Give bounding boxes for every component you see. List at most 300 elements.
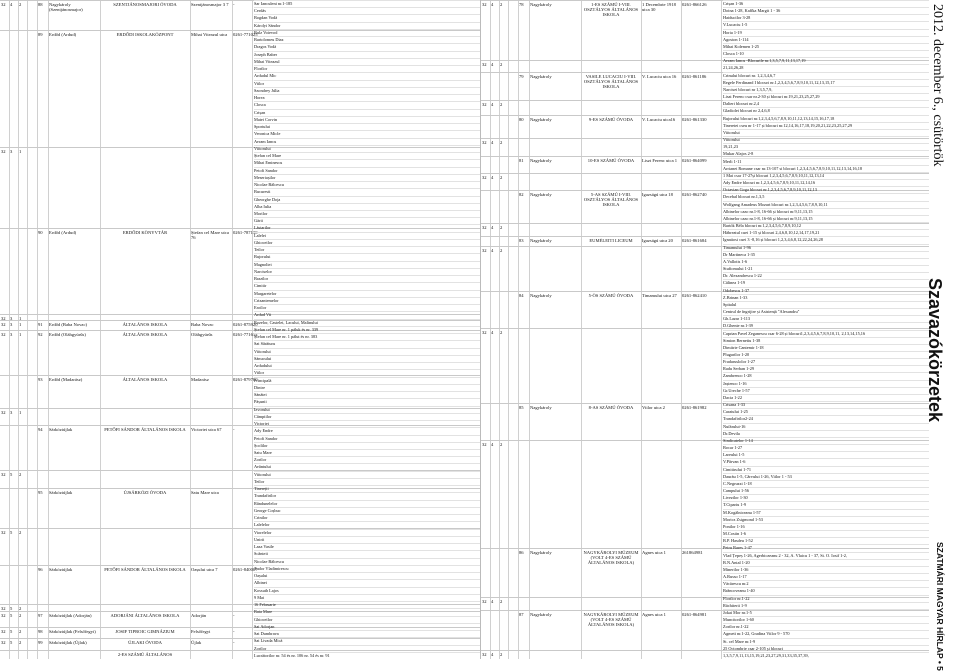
institution: ÁLTALÁNOS ISKOLA — [122, 377, 168, 382]
institution: 2-ES SZÁMÚ ÁLTALÁNOS — [117, 652, 173, 657]
sub-code: 2 — [19, 530, 22, 535]
address: Felsőfegyi — [191, 629, 211, 634]
section-number: 84 — [519, 293, 524, 298]
address: Oașului utca 7 — [191, 567, 218, 572]
street-entry: Crinilor — [254, 514, 480, 522]
locality: Erdőd (Baba Novac) — [49, 322, 88, 327]
locality: Nagykároly — [530, 158, 552, 163]
street-entry: 25 Octombrie csar 2-105 și blocuri — [723, 645, 929, 653]
phone: 0261-840007 — [233, 567, 258, 572]
institution: EUMĖLEITI LICEUM — [589, 238, 633, 243]
county-code: 5 — [10, 629, 13, 634]
street-entry: Viitorului — [723, 136, 929, 144]
street-entry: Sar Ianculeni nr.1-185 — [254, 0, 480, 8]
street-entry: Trandafirilor — [254, 492, 480, 500]
phone: - — [233, 427, 235, 432]
sub-code: 2 — [500, 140, 503, 145]
street-entry: Bucuresti — [254, 188, 480, 196]
street-entry: Bartók Béla blocuri nr.1,2,3,4,5,6,7,8,9,10,12 — [723, 222, 929, 230]
street-entry: Eroilor — [254, 304, 480, 312]
street-entry: Caprian Pavel Zeganescu csar 6-28 și blocuri1,2,3,4,5,6,7,8,9,10,11, 2,13,14,15,16 — [723, 330, 929, 338]
street-entry: Crișan 1-36 — [723, 0, 929, 8]
institution: JOSIF TIPROIC GIMNÁZIUM — [115, 629, 175, 634]
address: Satu Mare utca — [191, 490, 219, 495]
district-code: 32 — [482, 140, 487, 145]
section-number: 87 — [519, 612, 524, 617]
street-entry: Dintre — [254, 384, 480, 392]
street-entry: Agoston 1-114 — [723, 36, 929, 44]
street-entry: Z.Brinan 1-33 — [723, 294, 929, 302]
street-entry: Bujorului blocuri nr.1,2,3,4,5,6,7,8,9,10,11,12,13,14,15,16,17,18 — [723, 115, 929, 123]
street-entry: Zorilor nr.1-22 — [723, 623, 929, 631]
street-entry: Petofi Sandor — [254, 167, 480, 175]
street-entry: Agmeti nr.1-22, Gradina Viilor 9 - 570 — [723, 630, 929, 638]
district-code: 32 — [1, 640, 6, 645]
street-entry: Albinelor cazo nr.1-8, 16-66 și blocuri nr.9,11,13,15 — [723, 208, 929, 216]
street-entry: Stufiomului 1-21 — [723, 265, 929, 273]
phone: - — [233, 613, 235, 618]
sub-code: 1 — [19, 332, 22, 337]
street-entry: George Coșbuc — [254, 507, 480, 515]
address: Oláhgyürűs — [191, 332, 213, 337]
street-entry: Merli 1-11 — [723, 158, 929, 166]
sub-code: 1 — [19, 149, 22, 154]
address: Ștefan cel Mare utca 76 — [191, 230, 229, 240]
street-entry: Kossuth Lajos — [254, 587, 480, 595]
street-entry: Principală — [254, 377, 480, 385]
phone: 0261-866126 — [682, 2, 707, 7]
street-entry: Viitorului — [723, 129, 929, 137]
address: Liszt Ferenc utca 1 — [642, 158, 678, 163]
street-entry: Mihai Viteazul — [254, 58, 480, 66]
street-entry: Lăstarilor — [254, 224, 480, 232]
street-entry: Viitorului — [254, 471, 480, 479]
street-entry: Bujorului — [254, 253, 480, 261]
district-code: 32 — [482, 62, 487, 67]
institution: ÚJLAKI ÓVODA — [128, 640, 162, 645]
street-entry: Răchiterii 1-9 — [723, 602, 929, 610]
street-entry: Alba Iulia — [254, 203, 480, 211]
street-entry: Sat Dumbrava — [254, 630, 480, 638]
sub-code: 2 — [19, 2, 22, 7]
section-number: 80 — [519, 117, 524, 122]
address: V. Lucaciu utca 16 — [642, 74, 677, 79]
section-number: 89 — [38, 32, 43, 37]
section-number: 83 — [519, 238, 524, 243]
street-entry: Gh.Lazar 1-113 — [723, 315, 929, 323]
street-entry: Viilor — [254, 369, 480, 377]
county-code: 4 — [491, 62, 494, 67]
street-entry: Ponilor 1-16 — [723, 523, 929, 531]
street-entry: Câmpiilor — [254, 413, 480, 421]
section-number: 85 — [519, 405, 524, 410]
district-code: 32 — [482, 175, 487, 180]
street-entry: B.N.Antal 1-20 — [723, 559, 929, 567]
address: Baba Novac — [191, 322, 214, 327]
street-entry: Ady Endre blocuri nr.1,2,3,4,5,6,7,8,9,10,11,12,14,16 — [723, 179, 929, 187]
street-entry: Unirii — [254, 536, 480, 544]
street-entry: 9 Mai — [254, 594, 480, 602]
county-code: 3 — [10, 410, 13, 415]
address: Adorján — [191, 613, 207, 618]
street-entry: Brâncoveanu 1-40 — [723, 587, 929, 595]
street-entry: Sat Adorjan — [254, 623, 480, 631]
street-entry: Muncitorilor 1-60 — [723, 616, 929, 624]
street-entry: Radu Serban 1-29 — [723, 365, 929, 373]
street-entry: Vlad Țepeș 1-26, Agerbiczeanu 2 - 32, A. Vlaicu 1 - 37, St. O. Iosif 1-2, — [723, 552, 929, 560]
street-entry: Cimitir — [254, 282, 480, 290]
street-entry: Sportului — [254, 123, 480, 131]
sub-code: 2 — [500, 330, 503, 335]
address: Igazságú utca 18 — [642, 192, 673, 197]
locality: Erdőd (Ardud) — [49, 32, 77, 37]
sub-code: 2 — [500, 599, 503, 604]
street-entry: Oașului — [254, 572, 480, 580]
street-entry: Horea — [254, 94, 480, 102]
phone: 0261-862410 — [682, 293, 707, 298]
institution: NAGYKÁROLYI MÚZEUM (VOLT 4-ES SZÁMÚ ÁLTALÁNOS ISKOLA) — [583, 550, 639, 565]
street-entry: Centrul de îngrijire și Asistență "Alexandru" — [723, 308, 929, 316]
locality: Sárköziújlak — [49, 567, 73, 572]
institution: 1-ES SZÁMÚ I-VIII. OSZTÁLYOS ÁLTALÁNOS ISKOLA — [583, 2, 639, 17]
phone: 0261-771025 — [233, 32, 258, 37]
street-entry: Teilor — [254, 478, 480, 486]
street-entry: Haiducilor 3-28 — [723, 14, 929, 22]
district-code: 32 — [1, 606, 6, 611]
street-entry: Fradaruslolor 1-27 — [723, 358, 929, 366]
county-code: 4 — [491, 102, 494, 107]
section-number: 90 — [38, 230, 43, 235]
phone: 0261-787130 — [233, 230, 258, 235]
institution: ÚJSÁRKÖZI ÓVODA — [123, 490, 167, 495]
locality: Sárköziújlak (Felsőfegyi) — [49, 629, 96, 634]
phone: 0261-864099 — [682, 158, 707, 163]
county-code: 3 — [10, 322, 13, 327]
street-entry: Ignatiosi cuei 3 -8,16 și blocuri 1,2,3,4,6,8,12,22,24,26,28 — [723, 236, 929, 244]
street-entry: Victoriei — [254, 420, 480, 428]
sub-code: 1 — [19, 316, 22, 321]
locality: Nagykároly — [530, 2, 552, 7]
spine-title: Szavazókörzetek — [925, 278, 945, 423]
section-number: 98 — [38, 629, 43, 634]
street-entry: Crișan — [254, 109, 480, 117]
district-code: 32 — [482, 248, 487, 253]
locality: Sárköziújlak — [49, 427, 73, 432]
district-code: 32 — [482, 652, 487, 657]
locality: Sárköziújlak — [49, 490, 73, 495]
county-code: 4 — [491, 330, 494, 335]
street-entry: Daurău 1-5, Cârvului 1-26, Viilor 1 - 53 — [723, 473, 929, 481]
sub-code: 2 — [19, 472, 22, 477]
institution: ÁLTALÁNOS ISKOLA — [122, 322, 168, 327]
street-entry: Ardud Vii — [254, 311, 480, 319]
institution: ERDŐDI ISKOLAKÖZPONT — [116, 32, 174, 37]
district-code: 32 — [482, 102, 487, 107]
street-entry: Margaretelor — [254, 290, 480, 298]
county-code: 5 — [10, 606, 13, 611]
street-entry: 16 Februarie — [254, 601, 480, 609]
sub-code: 2 — [500, 225, 503, 230]
street-entry: A.Russo 1-17 — [723, 573, 929, 581]
district-code: 32 — [1, 332, 6, 337]
street-entry: Trandafirilor2-24 — [723, 415, 929, 423]
street-entry: Tudor Vladimirescu — [254, 565, 480, 573]
sub-code: 2 — [500, 175, 503, 180]
street-entry: Avântului — [254, 463, 480, 471]
street-entry: Lalelei — [254, 232, 480, 240]
street-entry: Lucrătorilor nr. 54 és nr. 106 nr. 54 és nr. 91 — [254, 652, 480, 660]
street-entry: Albinei — [254, 579, 480, 587]
sub-code: 2 — [19, 640, 22, 645]
street-entry: Mihai Kolemen 1-25 — [723, 43, 929, 51]
street-entry: Viilor — [254, 80, 480, 88]
street-entry: Joseph Baber — [254, 51, 480, 59]
street-entry: Laza Vasile — [254, 543, 480, 551]
locality: Nagykároly — [530, 405, 552, 410]
street-entry: Izvorului — [254, 406, 480, 414]
street-entry: Dr Martineca 1-35 — [723, 251, 929, 259]
left-page — [0, 0, 480, 659]
street-entry: A.Vallotis 1-6 — [723, 258, 929, 266]
street-entry: Sănucului — [254, 355, 480, 363]
section-number: 88 — [38, 2, 43, 7]
street-entry: 21,24,26,28 — [723, 64, 929, 72]
street-entry: Regele Ferdinand I blocuri nr.1,2,3,4,5,6,7,8,9,10,11,12,13,15,17 — [723, 79, 929, 87]
street-entry: Wolfgang Amadeus Mozart blocuri nr.1,2,3,4,5,6,7,8,9,10,11 — [723, 201, 929, 209]
street-entry: Veronica Micle — [254, 130, 480, 138]
street-entry: Odobescu 1-37 — [723, 287, 929, 295]
street-entry: Rândunelelor — [254, 500, 480, 508]
sub-code: 2 — [19, 629, 22, 634]
address: Agnes utca 1 — [642, 550, 666, 555]
street-entry: Dr. Alexandrescu 1-22 — [723, 272, 929, 280]
street-entry: Ștefan cel Mare nr. 1 pálut és nr. 383 — [254, 333, 480, 341]
street-entry: Florilor — [254, 65, 480, 73]
street-entry: Livezilor 1-30 — [723, 494, 929, 502]
address: 1 Decembrie 1918 utca 30 — [642, 2, 676, 12]
sub-code: 2 — [500, 2, 503, 7]
locality: Sárköziújlak (Újlak) — [49, 640, 87, 645]
sub-code: 2 — [500, 652, 503, 657]
phone: - — [233, 640, 235, 645]
street-entry: Ady Endre — [254, 427, 480, 435]
sub-code: 2 — [19, 606, 22, 611]
county-code: 4 — [491, 2, 494, 7]
street-entry: Satu Mare — [254, 449, 480, 457]
street-entry: Károlyi Sándor — [254, 22, 480, 30]
street-entry: Ștefan cel Mare nr. 1 páluk és nr. 339 — [254, 326, 480, 334]
street-entry: Nicolae Bălcescu — [254, 181, 480, 189]
street-entry: Closca — [254, 101, 480, 109]
district-code: 32 — [482, 442, 487, 447]
county-code: 4 — [491, 225, 494, 230]
phone: 0261-861330 — [682, 117, 707, 122]
street-entry: Gr.Ureche 1-57 — [723, 387, 929, 395]
institution: ERDŐDI KÖNYVTÁR — [122, 230, 168, 235]
street-entry: Ghioceilor — [254, 239, 480, 247]
street-entry: Campului 1-56 — [723, 487, 929, 495]
street-entry: Meseriașilor — [254, 174, 480, 182]
street-entry: Sindicatelor 1-14 — [723, 437, 929, 445]
street-entry: Ardudului — [254, 362, 480, 370]
county-code: 5 — [10, 530, 13, 535]
phone: 0261-875920 — [233, 322, 258, 327]
street-entry: T.Cipariu 1-9 — [723, 501, 929, 509]
institution: 8-AS SZÁMÚ ÓVODA — [588, 405, 634, 410]
right-page — [480, 0, 961, 671]
county-code: 4 — [491, 652, 494, 657]
section-number: 81 — [519, 158, 524, 163]
street-entry: Narciselor — [254, 268, 480, 276]
street-entry: Sănătei — [254, 391, 480, 399]
street-entry: Crizantemelor — [254, 297, 480, 305]
street-entry: Avram Iancu — [254, 138, 480, 146]
street-entry: Viitorului — [254, 145, 480, 153]
district-code: 32 — [1, 316, 6, 321]
county-code: 5 — [10, 640, 13, 645]
phone: 0261-861684 — [682, 238, 707, 243]
section-number: 79 — [519, 74, 524, 79]
county-code: 4 — [491, 442, 494, 447]
locality: Erdőd (Madarász) — [49, 377, 83, 382]
street-entry: Moricz Zsigmond 1-53 — [723, 516, 929, 524]
street-entry: Pășunii — [254, 398, 480, 406]
locality: Nagykároly — [530, 117, 552, 122]
street-entry: Jokai Mor nr.1-5 — [723, 609, 929, 617]
address: Timamului utca 27 — [642, 293, 677, 298]
section-number: 82 — [519, 192, 524, 197]
section-number: 95 — [38, 490, 43, 495]
street-entry: Simion Bernetiu 1-38 — [723, 337, 929, 345]
street-entry: Nufărului-16 — [723, 423, 929, 431]
street-entry: Bartolomeu Diaz — [254, 36, 480, 44]
street-entry: Plugarilor 1-20 — [723, 351, 929, 359]
street-entry: Hăbreatul cuei 1-15 și blocuri 2,4,6,8,10,12,14,17,19,21 — [723, 229, 929, 237]
spine-publication: SZATMÁRI MAGYAR HÍRLAP • 5 — [935, 542, 945, 671]
address: Victoriei utca 67 — [191, 427, 222, 432]
county-code: 5 — [10, 613, 13, 618]
institution: ADORJÁNI ÁLTALÁNOS ISKOLA — [110, 613, 180, 618]
street-entry: Horia 1-19 — [723, 29, 929, 37]
sub-code: 1 — [19, 410, 22, 415]
street-entry: V.Lucaciu 1-5 — [723, 21, 929, 29]
section-number: 99 — [38, 640, 43, 645]
street-entry: Sat Sârăturu — [254, 340, 480, 348]
address: Újlak — [191, 640, 202, 645]
street-entry: Matei Corvin — [254, 116, 480, 124]
section-number: 97 — [38, 613, 43, 618]
street-entry: Școlilor — [254, 442, 480, 450]
institution: PETŐFI SÁNDOR ÁLTALÁNOS ISKOLA — [104, 567, 186, 572]
section-number: 91 — [38, 322, 43, 327]
locality: Erdőd (Oláhgyürűs) — [49, 332, 86, 337]
address: Szentjánosmajor 3 7 — [191, 2, 229, 7]
institution: VASILE LUCACIU I-VIII. OSZTÁLYOS ÁLTALÁNOS ISKOLA — [583, 74, 639, 89]
phone: 0261-771614 — [233, 332, 258, 337]
district-code: 32 — [1, 410, 6, 415]
street-entry: 19,21,23 — [723, 143, 929, 151]
street-entry: Lalelelor — [254, 521, 480, 529]
street-entry: Zambrenco 1-28 — [723, 372, 929, 380]
street-entry: Baia Mare — [254, 608, 480, 616]
phone: - — [233, 629, 235, 634]
district-code: 32 — [482, 225, 487, 230]
street-entry: Călinea 1-19 — [723, 279, 929, 287]
street-entry: Arrianei Romane csar nr.13-107 si blocuri 1,2,3,4,5,6,7,8,9,10,11,12,13,14,16,18 — [723, 165, 929, 173]
street-entry: Minerilor 1-36 — [723, 566, 929, 574]
street-entry: Cimitirului 1-71 — [723, 466, 929, 474]
district-code: 32 — [1, 530, 6, 535]
street-entry: Bulz Voievod — [254, 29, 480, 37]
county-code: 4 — [491, 140, 494, 145]
street-entry: Dragos Vodă — [254, 43, 480, 51]
institution: 10-ES SZÁMÚ ÓVODA — [587, 158, 635, 163]
street-entry: Ghioceilor — [254, 616, 480, 624]
county-code: 4 — [491, 175, 494, 180]
locality: Sárköziújlak (Adorján) — [49, 613, 92, 618]
phone: 0261-861186 — [682, 74, 707, 79]
street-entry: Brazilor — [254, 275, 480, 283]
district-code: 32 — [1, 149, 6, 154]
street-entry: Caraiului 1-25 — [723, 408, 929, 416]
sub-code: 2 — [500, 442, 503, 447]
street-entry: 1 Mai csar 17-27și blocuri 1,2,3,4,5,6,7,8,9,10,11,12,13,14 — [723, 172, 929, 180]
institution: 5-AS SZÁMÚ I-VIII. OSZTÁLYOS ÁLTALÁNOS ISKOLA — [583, 192, 639, 207]
street-entry: Dr.Devila — [723, 430, 929, 438]
street-entry: Decebal blocuri nr.1,3,5 — [723, 193, 929, 201]
institution: PETŐFI SÁNDOR ÁLTALÁNOS ISKOLA — [104, 427, 186, 432]
street-entry: Albinelor cazo nr.1-8, 16-66 și blocuri nr.9,11,13,15 — [723, 215, 929, 223]
locality: Erdőd (Ardud) — [49, 230, 77, 235]
district-code: 32 — [482, 330, 487, 335]
street-entry: Avram Iancu -Blocurile nr.1,3,5,7,9,11,13,17,19 — [723, 57, 929, 65]
street-entry: Lareului 1-5 — [723, 451, 929, 459]
street-entry: B.P. Hasdeu 1-52 — [723, 537, 929, 545]
street-entry: Jaștenco 1-16 — [723, 380, 929, 388]
street-entry: Ștefan cel Mare — [254, 152, 480, 160]
sub-code: 2 — [19, 613, 22, 618]
phone: 0261-864981 — [682, 612, 707, 617]
section-number: 96 — [38, 567, 43, 572]
street-entry: Viorelelor — [254, 529, 480, 537]
street-entry: Doina 1-28, Kaffka Margit 1 - 36 — [723, 7, 929, 15]
county-code: 3 — [10, 332, 13, 337]
street-entry: St. cel Mare nr.1-9 — [723, 638, 929, 646]
street-entry: Gladiolei blocuri nr 2,4,6,8 — [723, 107, 929, 115]
street-entry: Magnoliei — [254, 261, 480, 269]
street-entry: Bogdan Vodă — [254, 14, 480, 22]
street-entry: Scânteii — [254, 550, 480, 558]
street-entry: Crisana 1-33 — [723, 401, 929, 409]
street-entry: Petru Rares 1-47 — [723, 544, 929, 552]
street-entry: Octavian Goga blocuri nr.1,2,3,4,5,6,7,8,9,10,11,12,13 — [723, 186, 929, 194]
street-entry: M.Costin 1-6 — [723, 530, 929, 538]
county-code: 4 — [491, 599, 494, 604]
institution: NAGYKÁROLYI MÚZEUM (VOLT 4-ES SZÁMÚ ÁLTALÁNOS ISKOLA) — [583, 612, 639, 627]
address: Madarász — [191, 377, 209, 382]
street-entry: Petofi Sandor — [254, 435, 480, 443]
spine-date: 2012. december 6., csütörtök — [930, 4, 945, 167]
locality: Nagykároly — [530, 293, 552, 298]
sub-code: 2 — [500, 248, 503, 253]
street-entry: Tineretei cseu nr 1-17 și blocuri nr.12,14,16,17,18,19,20,21,22,23,25,27,29 — [723, 122, 929, 130]
street-entry: Szondrey Júlia — [254, 87, 480, 95]
page-spine — [925, 0, 961, 671]
street-entry: Morilor — [254, 210, 480, 218]
street-entry: Rozelor, Castelei, Lacului, Malinului — [254, 319, 480, 327]
phone: - — [233, 2, 235, 7]
street-entry: Zorilor — [254, 456, 480, 464]
